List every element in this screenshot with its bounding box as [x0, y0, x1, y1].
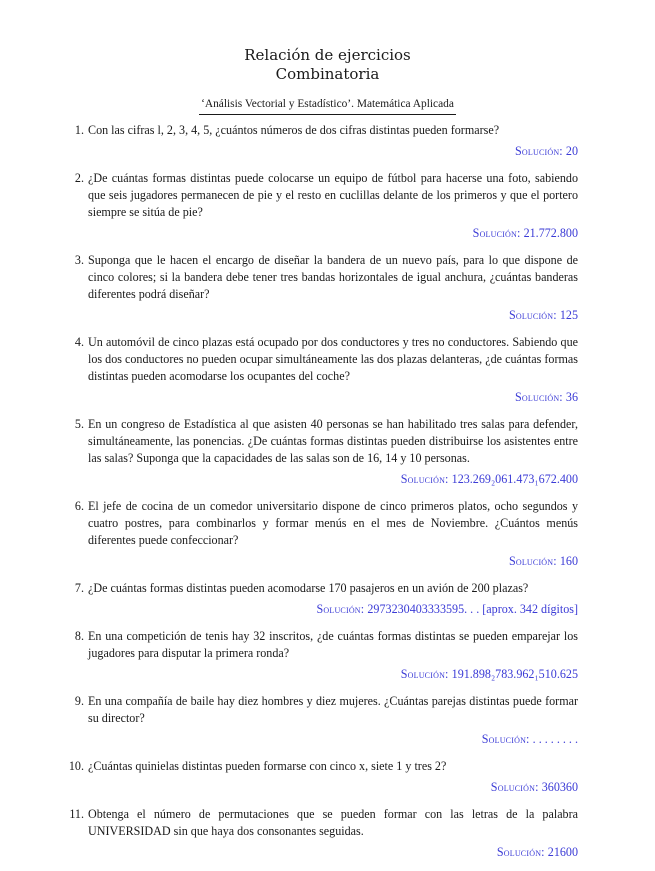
solution-value: 2973230403333595. . . [aprox. 342 dígitos] [367, 602, 578, 616]
solution-value: 123.269₂061.473₁672.400 [451, 472, 578, 486]
exercise-solution [88, 471, 578, 488]
exercise-number: 10. [68, 759, 84, 773]
exercise-item-9 [68, 693, 578, 748]
solution-label: Solución: [508, 554, 557, 568]
exercise-item-5 [68, 416, 578, 488]
solution-value: . . . . . . . . [532, 732, 578, 746]
exercise-solution [88, 225, 578, 242]
solution-label: Solución: [316, 602, 365, 616]
exercise-question: ¿De cuántas formas distintas puede colocarse un equipo de fútbol para hacerse una foto, sabiendo que seis jugadores permanecen de pie y el resto en cuclillas delante de los primeros y que el portero siempre se sitúa de pie? [88, 171, 578, 219]
solution-label: Solución: [508, 308, 557, 322]
exercise-number: 6. [74, 499, 84, 513]
solution-label: Solución: [472, 226, 521, 240]
exercise-number: 7. [74, 581, 84, 595]
exercise-number: 5. [74, 417, 84, 431]
solution-value: 36 [565, 390, 578, 404]
exercise-question: El jefe de cocina de un comedor universitario dispone de cinco primeros platos, ocho segundos y cuatro postres, para combinarlos y formar menús en el mes de Noviembre. ¿Cuántos menús diferentes puede confeccionar? [88, 499, 578, 547]
solution-value: 21600 [547, 845, 578, 859]
solution-label: Solución: [514, 144, 563, 158]
exercise-question: En una competición de tenis hay 32 inscritos, ¿de cuántas formas distintas se pueden emparejar los jugadores para disputar la primera ronda? [88, 629, 578, 660]
exercise-solution [88, 307, 578, 324]
exercise-solution [88, 143, 578, 160]
exercise-number: 9. [74, 694, 84, 708]
solution-value: 20 [565, 144, 578, 158]
exercise-list [68, 122, 578, 871]
exercise-item-10 [68, 758, 578, 796]
exercise-number: 8. [74, 629, 84, 643]
solution-label: Solución: [481, 732, 530, 746]
document-title: Relación de ejercicios [244, 46, 411, 64]
exercise-solution [88, 601, 578, 618]
exercise-solution [88, 553, 578, 570]
solution-value: 191.898₂783.962₁510.625 [451, 667, 578, 681]
solution-value: 160 [559, 554, 578, 568]
solution-label: Solución: [400, 667, 449, 681]
exercise-number: 4. [74, 335, 84, 349]
solution-label: Solución: [496, 845, 545, 859]
exercise-item-4 [68, 334, 578, 406]
exercise-solution [88, 731, 578, 748]
exercise-item-8 [68, 628, 578, 683]
exercise-question: En un congreso de Estadística al que asisten 40 personas se han habilitado tres salas para defender, simultáneamente, las ponencias. ¿De cuántas formas distintas pueden distribuirse los asistentes entre las salas? Suponga que la capacidades de las salas son de 16, 14 y 10 personas. [88, 417, 578, 465]
exercise-number: 11. [69, 807, 84, 821]
course-subtitle: ‘Análisis Vectorial y Estadístico’. Matemática Aplicada [199, 97, 456, 115]
exercise-item-2 [68, 170, 578, 242]
exercise-item-6 [68, 498, 578, 570]
exercise-question: ¿Cuántas quinielas distintas pueden formarse con cinco x, siete 1 y tres 2? [88, 759, 447, 773]
exercise-item-3 [68, 252, 578, 324]
solution-value: 125 [559, 308, 578, 322]
solution-value: 360360 [541, 780, 578, 794]
exercise-question: Obtenga el número de permutaciones que se pueden formar con las letras de la palabra UNIVERSIDAD sin que haya dos consonantes seguidas. [88, 807, 578, 838]
exercise-solution [88, 666, 578, 683]
exercise-number: 3. [74, 253, 84, 267]
solution-value: 21.772.800 [523, 226, 578, 240]
solution-label: Solución: [514, 390, 563, 404]
document-topic: Combinatoria [275, 65, 380, 83]
exercise-question: Un automóvil de cinco plazas está ocupado por dos conductores y tres no conductores. Sabiendo que los dos conductores no pueden ocupar simultáneamente las dos plazas delanteras, ¿de cuántas formas distintas pueden acomodarse los ocupantes del coche? [88, 335, 578, 383]
exercise-item-1 [68, 122, 578, 160]
exercise-number: 2. [74, 171, 84, 185]
exercise-question: ¿De cuántas formas distintas pueden acomodarse 170 pasajeros en un avión de 200 plazas? [88, 581, 529, 595]
document-header [0, 46, 655, 115]
exercise-solution [88, 389, 578, 406]
solution-label: Solución: [400, 472, 449, 486]
exercise-question: En una compañía de baile hay diez hombres y diez mujeres. ¿Cuántas parejas distintas puede formar su director? [88, 694, 578, 725]
exercise-item-11 [68, 806, 578, 861]
exercise-question: Con las cifras l, 2, 3, 4, 5, ¿cuántos números de dos cifras distintas pueden formarse? [88, 123, 500, 137]
exercise-number: 1. [74, 123, 84, 137]
exercise-question: Suponga que le hacen el encargo de diseñar la bandera de un nuevo país, para lo que dispone de cinco colores; si la bandera debe tener tres bandas horizontales de igual anchura, ¿cuántas banderas diferentes podrá diseñar? [88, 253, 578, 301]
exercise-solution [88, 779, 578, 796]
exercise-solution [88, 844, 578, 861]
solution-label: Solución: [490, 780, 539, 794]
exercise-item-7 [68, 580, 578, 618]
